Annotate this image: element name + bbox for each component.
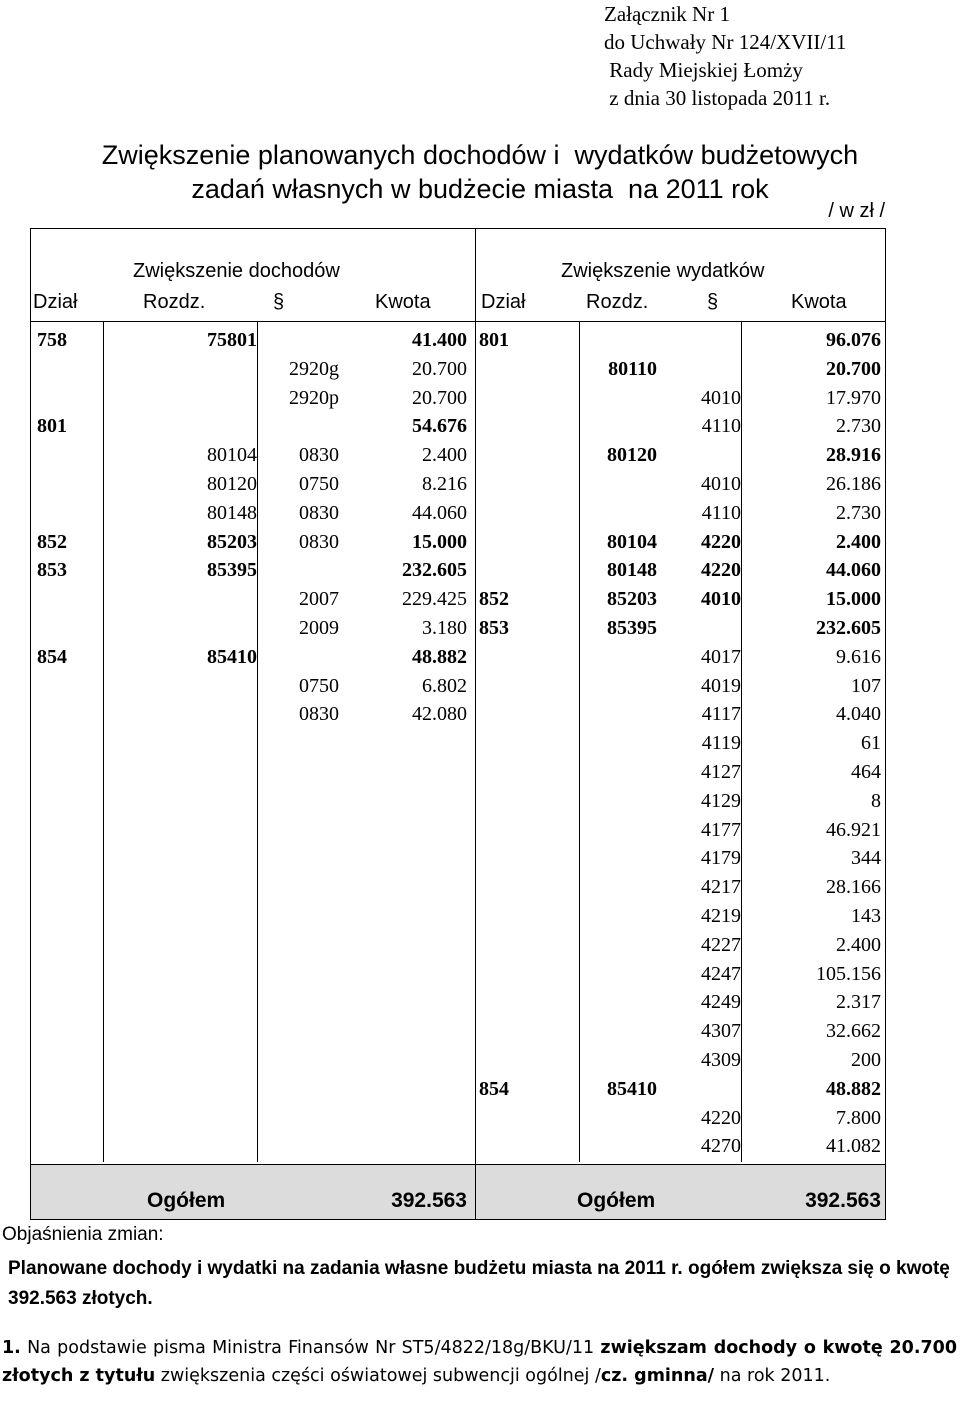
paragraph-text-a: Na podstawie pisma Ministra Finansów Nr ST5/4822/18g/BKU/11 [20,1338,601,1358]
paragraph-text-e: na rok 2011. [714,1366,831,1386]
income-col-rozdz: Rozdz. [143,291,206,313]
income-amount-cell: 232.605 [402,559,467,582]
table-row [31,988,887,1017]
total-expense-value: 392.563 [805,1189,881,1212]
income-paragraph-cell: 2007 [299,588,339,611]
paragraph-text-d: cz. gminna/ [600,1366,715,1386]
expense-amount-cell: 48.882 [826,1077,881,1100]
expense-paragraph-cell: 4179 [701,847,741,870]
income-amount-cell: 20.700 [412,357,467,380]
explanation-paragraph-1 [2,1334,957,1390]
expense-paragraph-cell: 4220 [701,1106,741,1129]
expense-amount-cell: 44.060 [826,559,881,582]
expense-col-paragraph: § [707,291,719,313]
table-row [31,931,887,960]
income-paragraph-cell: 2920p [289,386,339,409]
income-paragraph-cell: 2920g [289,357,339,380]
expense-amount-cell: 107 [851,674,881,697]
table-row [31,1075,887,1104]
income-rozdz-cell: 80120 [207,473,257,495]
income-amount-cell: 3.180 [422,617,467,639]
table-row [31,412,887,441]
expense-amount-cell: 2.317 [836,991,881,1014]
table-row [31,1104,887,1133]
expense-amount-cell: 32.662 [826,1020,881,1043]
income-paragraph-cell: 0830 [299,501,339,524]
table-row [31,1046,887,1075]
expense-amount-cell: 96.076 [826,329,881,351]
explanation-summary: Planowane dochody i wydatki na zadania własne budżetu miasta na 2011 r. ogółem zwiększa się o kwotę 392.563 złotych. [8,1258,950,1309]
expense-amount-cell: 61 [861,732,881,755]
income-rozdz-cell: 85203 [207,530,257,553]
income-amount-cell: 15.000 [412,530,467,553]
table-row [31,355,887,384]
income-amount-cell: 229.425 [402,588,467,611]
total-income-value: 392.563 [391,1189,467,1212]
expense-paragraph-cell: 4119 [701,732,741,755]
expense-amount-cell: 2.730 [836,415,881,438]
expense-paragraph-cell: 4220 [701,559,741,582]
paragraph-text-c: zwiększenia części oświatowej subwencji ogólnej / [155,1366,601,1386]
expense-amount-cell: 41.082 [826,1135,881,1158]
table-row [31,643,887,672]
expense-rozdz-cell: 80110 [608,357,657,380]
total-expense-label: Ogółem [577,1189,656,1212]
table-row [31,528,887,557]
annex-header [604,0,846,112]
income-section-header: Zwiększenie dochodów [133,260,340,282]
expense-paragraph-cell: 4017 [701,645,741,668]
table-row [31,729,887,758]
table-row [31,384,887,413]
income-paragraph-cell: 2009 [299,617,339,639]
table-row [31,844,887,873]
income-amount-cell: 42.080 [412,703,467,726]
table-row [31,326,887,355]
expense-amount-cell: 7.800 [836,1106,881,1129]
expense-paragraph-cell: 4217 [701,876,741,899]
expense-rozdz-cell: 85203 [607,588,657,611]
expense-dzial-cell: 853 [479,617,509,639]
annex-line-3: Rady Miejskiej Łomży [604,58,803,82]
income-col-paragraph: § [273,291,285,313]
title-line-1: Zwiększenie planowanych dochodów i wydatków budżetowych [101,140,859,170]
expense-amount-cell: 8 [871,789,881,812]
expense-paragraph-cell: 4110 [701,501,741,524]
expense-paragraph-cell: 4010 [701,386,741,409]
table-row [31,1132,887,1161]
expense-col-kwota: Kwota [791,291,847,313]
expense-paragraph-cell: 4010 [701,473,741,495]
expense-rozdz-cell: 80148 [607,559,657,582]
expense-paragraph-cell: 4129 [701,789,741,812]
expense-paragraph-cell: 4247 [701,962,741,985]
income-paragraph-cell: 0830 [299,444,339,467]
expense-amount-cell: 2.400 [836,530,881,553]
table-row [31,960,887,989]
currency-unit-label: / w zł / [828,200,885,222]
income-paragraph-cell: 0750 [299,473,339,495]
income-col-kwota: Kwota [375,291,431,313]
expense-paragraph-cell: 4177 [701,818,741,841]
income-amount-cell: 54.676 [412,415,467,438]
expense-col-dzial: Dział [481,291,526,313]
income-amount-cell: 8.216 [422,473,467,495]
income-dzial-cell: 758 [37,329,67,351]
annex-line-1: Załącznik Nr 1 [604,2,730,26]
expense-paragraph-cell: 4019 [701,674,741,697]
income-dzial-cell: 854 [37,645,67,668]
expense-amount-cell: 28.166 [826,876,881,899]
expense-amount-cell: 17.970 [826,386,881,409]
income-rozdz-cell: 75801 [207,329,257,351]
table-row [31,902,887,931]
annex-line-2: do Uchwały Nr 124/XVII/11 [604,30,847,54]
table-row [31,816,887,845]
expense-amount-cell: 26.186 [826,473,881,495]
income-paragraph-cell: 0750 [299,674,339,697]
income-dzial-cell: 852 [37,530,67,553]
table-row [31,1017,887,1046]
expense-paragraph-cell: 4220 [701,530,741,553]
income-dzial-cell: 801 [37,415,67,438]
income-amount-cell: 48.882 [412,645,467,668]
income-paragraph-cell: 0830 [299,530,339,553]
expense-amount-cell: 20.700 [826,357,881,380]
expense-rozdz-cell: 85410 [607,1077,657,1100]
table-row [31,672,887,701]
expense-amount-cell: 28.916 [826,444,881,467]
paragraph-text-b: zwiększam dochody o kwotę 20.700 złotych z tytułu [2,1338,957,1386]
expense-section-header: Zwiększenie wydatków [561,260,765,282]
income-rozdz-cell: 80148 [207,501,257,524]
title-line-2: zadań własnych w budżecie miasta na 2011 rok [191,174,769,204]
income-amount-cell: 20.700 [412,386,467,409]
total-income-label: Ogółem [147,1189,226,1212]
budget-table [30,228,886,1220]
income-rozdz-cell: 85395 [207,559,257,582]
income-amount-cell: 41.400 [412,329,467,351]
income-amount-cell: 6.802 [422,674,467,697]
expense-dzial-cell: 852 [479,588,509,611]
expense-amount-cell: 46.921 [826,818,881,841]
paragraph-number: 1. [2,1338,21,1358]
expense-paragraph-cell: 4307 [701,1020,741,1043]
expense-amount-cell: 464 [851,761,881,783]
expense-amount-cell: 344 [851,847,881,870]
header-divider [31,321,885,322]
table-row [31,787,887,816]
expense-amount-cell: 4.040 [836,703,881,726]
annex-line-4: z dnia 30 listopada 2011 r. [604,86,831,110]
expense-amount-cell: 9.616 [836,645,881,668]
table-row [31,614,887,643]
expense-amount-cell: 2.730 [836,501,881,524]
income-rozdz-cell: 80104 [207,444,257,467]
expense-amount-cell: 2.400 [836,933,881,956]
expense-paragraph-cell: 4110 [701,415,741,438]
income-amount-cell: 2.400 [422,444,467,467]
expense-dzial-cell: 801 [479,329,509,351]
table-row [31,470,887,499]
table-row [31,499,887,528]
explanation-heading: Objaśnienia zmian: [2,1224,164,1245]
income-dzial-cell: 853 [37,559,67,582]
expense-paragraph-cell: 4227 [701,933,741,956]
expense-amount-cell: 105.156 [816,962,881,985]
table-row [31,556,887,585]
totals-divider [31,1164,885,1165]
income-rozdz-cell: 85410 [207,645,257,668]
expense-rozdz-cell: 80120 [607,444,657,467]
expense-amount-cell: 232.605 [816,617,881,639]
expense-paragraph-cell: 4219 [701,905,741,927]
table-row [31,873,887,902]
income-amount-cell: 44.060 [412,501,467,524]
table-row [31,441,887,470]
expense-dzial-cell: 854 [479,1077,509,1100]
expense-paragraph-cell: 4117 [701,703,741,726]
expense-rozdz-cell: 80104 [607,530,657,553]
table-row [31,585,887,614]
table-row [31,758,887,787]
expense-amount-cell: 15.000 [826,588,881,611]
expense-paragraph-cell: 4127 [701,761,741,783]
expense-paragraph-cell: 4249 [701,991,741,1014]
expense-rozdz-cell: 85395 [607,617,657,639]
income-col-dzial: Dział [33,291,78,313]
table-row [31,700,887,729]
document-title [0,138,960,206]
expense-amount-cell: 200 [851,1049,881,1071]
expense-paragraph-cell: 4010 [701,588,741,611]
expense-paragraph-cell: 4270 [701,1135,741,1158]
expense-amount-cell: 143 [851,905,881,927]
expense-paragraph-cell: 4309 [701,1049,741,1071]
expense-col-rozdz: Rozdz. [586,291,649,313]
income-paragraph-cell: 0830 [299,703,339,726]
